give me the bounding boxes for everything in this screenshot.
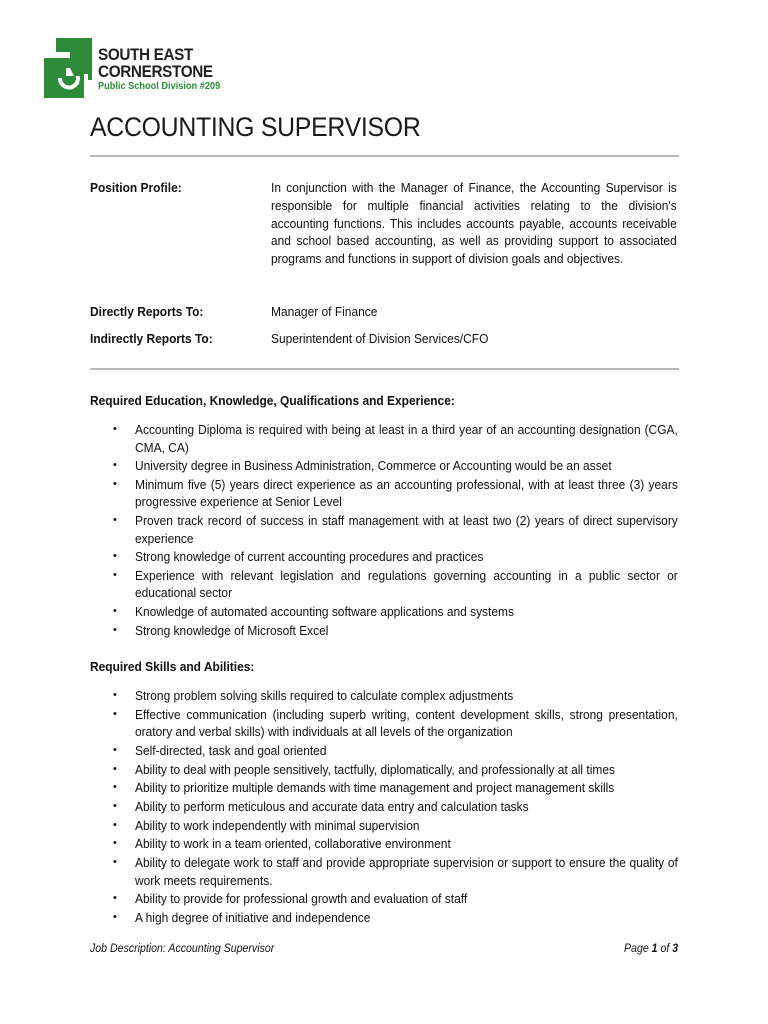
bullet-icon: • xyxy=(113,910,117,923)
list-item xyxy=(108,742,678,760)
bullet-icon: • xyxy=(113,818,117,831)
page-prefix: Page xyxy=(624,943,652,955)
list-item xyxy=(108,687,678,705)
list-item-text: A high degree of initiative and independence xyxy=(135,909,371,925)
bullet-icon: • xyxy=(113,514,117,527)
education-heading: Required Education, Knowledge, Qualifications and Experience: xyxy=(90,393,455,408)
bullet-icon: • xyxy=(113,892,117,905)
list-item-text: Strong knowledge of Microsoft Excel xyxy=(135,622,329,638)
list-item-text: Ability to work in a team oriented, collaborative environment xyxy=(135,836,451,852)
list-item-text: Effective communication (including superb writing, content development skills, strong presentation, oratory and verbal skills) with individuals at all levels of the organization xyxy=(135,706,678,740)
bullet-icon: • xyxy=(113,477,117,490)
list-item-text: Experience with relevant legislation and regulations governing accounting in a public sector or educational sector xyxy=(135,567,678,601)
bullet-icon: • xyxy=(113,605,117,618)
list-item xyxy=(108,567,678,602)
list-item xyxy=(108,548,678,566)
logo-text-line2: CORNERSTONE xyxy=(98,62,213,81)
list-item xyxy=(108,817,678,835)
education-list xyxy=(108,421,678,641)
title-divider xyxy=(90,155,679,157)
list-item-text: Accounting Diploma is required with being at least in a third year of an accounting designation (CGA, CMA, CA) xyxy=(135,422,678,455)
list-item-text: Strong problem solving skills required to calculate complex adjustments xyxy=(135,688,514,703)
list-item-text: University degree in Business Administration, Commerce or Accounting would be an asset xyxy=(135,458,612,474)
list-item-text: Ability to delegate work to staff and provide appropriate supervision or support to ensure the quality of work meets requirements. xyxy=(135,855,678,888)
list-item xyxy=(108,457,678,475)
bullet-icon: • xyxy=(113,550,117,563)
list-item xyxy=(108,835,678,853)
list-item-text: Ability to provide for professional growth and evaluation of staff xyxy=(135,891,468,907)
list-item-text: Strong knowledge of current accounting procedures and practices xyxy=(135,549,484,565)
logo-subtitle: Public School Division #209 xyxy=(98,81,221,92)
bullet-icon: • xyxy=(113,707,117,720)
list-item xyxy=(108,476,678,511)
list-item-text: Knowledge of automated accounting software applications and systems xyxy=(135,604,514,620)
page-current: 1 xyxy=(651,943,658,955)
bullet-icon: • xyxy=(113,856,117,868)
page-of: of xyxy=(657,943,673,955)
position-profile-label: Position Profile: xyxy=(90,180,182,195)
list-item xyxy=(108,854,678,889)
skills-heading: Required Skills and Abilities: xyxy=(90,659,255,674)
skills-list xyxy=(108,687,678,928)
bullet-icon: • xyxy=(113,743,117,756)
footer-page-number xyxy=(624,943,678,955)
bullet-icon: • xyxy=(113,689,117,701)
list-item-text: Ability to work independently with minimal supervision xyxy=(135,817,420,833)
footer-job-description: Job Description: Accounting Supervisor xyxy=(90,943,275,955)
section-divider xyxy=(90,368,679,370)
school-division-logo xyxy=(44,38,224,100)
list-item-text: Ability to prioritize multiple demands with time management and project management skills xyxy=(135,780,615,796)
list-item-text: Minimum five (5) years direct experience as an accounting professional, with at least three (3) years progressive experience at Senior Level xyxy=(135,476,678,510)
indirect-reports-value: Superintendent of Division Services/CFO xyxy=(271,331,489,346)
list-item xyxy=(108,798,678,816)
bullet-icon: • xyxy=(113,423,117,435)
indirect-reports-label: Indirectly Reports To: xyxy=(90,331,213,346)
logo-text-line1: SOUTH EAST xyxy=(98,45,194,64)
bullet-icon: • xyxy=(113,799,117,812)
direct-reports-label: Directly Reports To: xyxy=(90,304,204,319)
list-item xyxy=(108,603,678,621)
list-item xyxy=(108,512,678,547)
list-item xyxy=(108,421,678,456)
bullet-icon: • xyxy=(113,568,117,581)
list-item xyxy=(108,890,678,908)
list-item xyxy=(108,706,678,741)
list-item-text: Proven track record of success in staff management with at least two (2) years of direct supervisory experience xyxy=(135,513,678,546)
list-item xyxy=(108,761,678,779)
cornerstone-logo-icon xyxy=(44,38,96,100)
list-item-text: Ability to perform meticulous and accurate data entry and calculation tasks xyxy=(135,798,529,814)
list-item xyxy=(108,779,678,797)
list-item xyxy=(108,622,678,640)
document-title: ACCOUNTING SUPERVISOR xyxy=(90,112,421,142)
position-profile-text: In conjunction with the Manager of Finance, the Accounting Supervisor is responsible for multiple financial activities relating to the division's accounting functions. This includes accounts payable, accounts receivable and school based accounting, as well as providing support to associated programs and functions in support of division goals and objectives. xyxy=(271,180,677,267)
list-item-text: Self-directed, task and goal oriented xyxy=(135,742,327,758)
page-total: 3 xyxy=(672,943,679,955)
bullet-icon: • xyxy=(113,781,117,794)
bullet-icon: • xyxy=(113,459,117,472)
list-item-text: Ability to deal with people sensitively, tactfully, diplomatically, and professionally at all times xyxy=(135,761,615,777)
bullet-icon: • xyxy=(113,762,117,775)
direct-reports-value: Manager of Finance xyxy=(271,304,378,319)
list-item xyxy=(108,909,678,927)
bullet-icon: • xyxy=(113,837,117,850)
bullet-icon: • xyxy=(113,623,117,636)
